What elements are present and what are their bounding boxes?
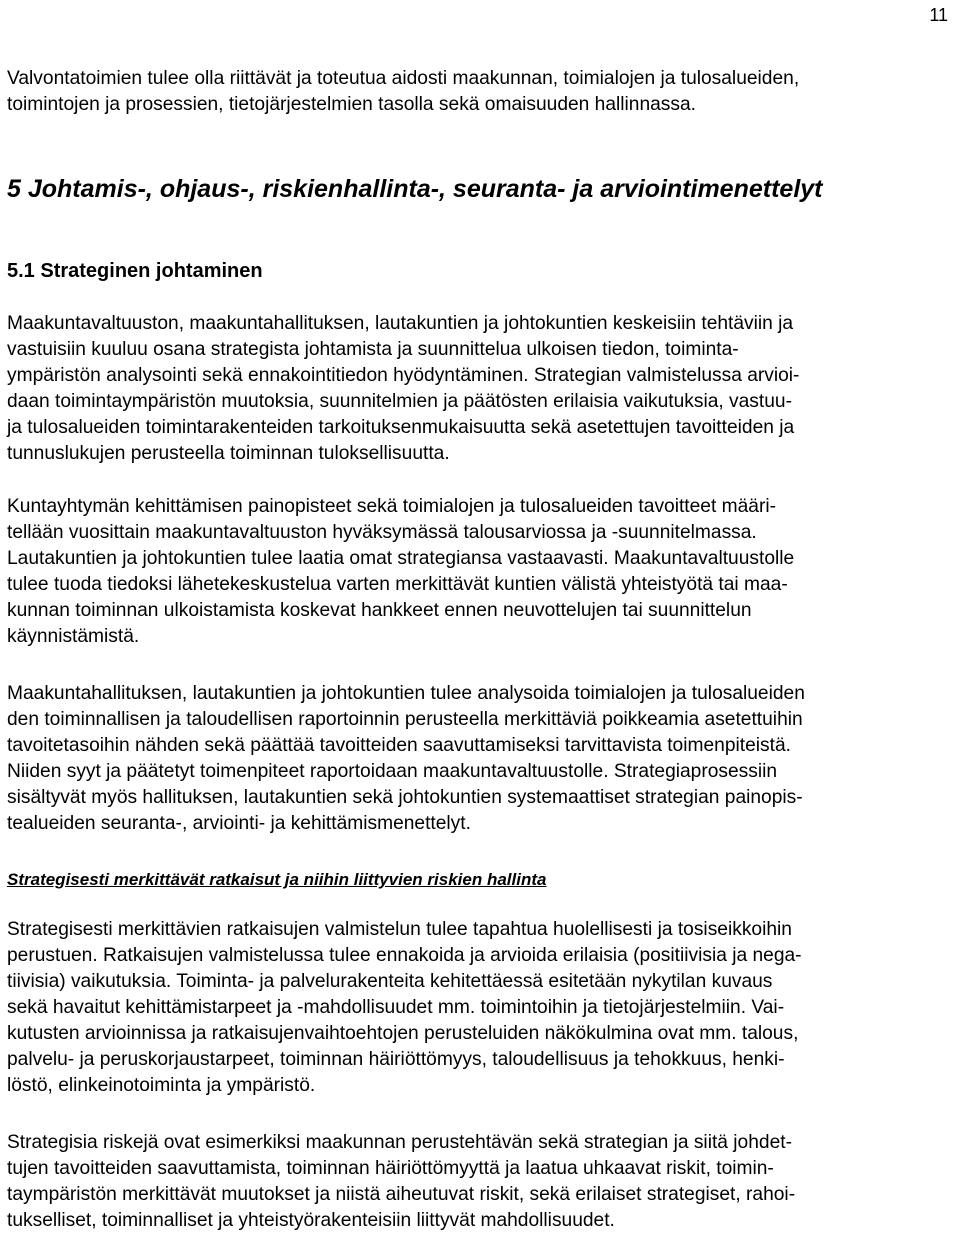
paragraph-1-line-3: ympäristön analysointi sekä ennakointitiedon hyödyntäminen. Strategian valmistelussa arvioi-: [7, 365, 800, 386]
paragraph-2-line-6: käynnistämistä.: [7, 626, 140, 647]
paragraph-2-line-2: tellään vuosittain maakuntavaltuuston hyväksymässä talousarviossa ja -suunnitelmassa.: [7, 522, 757, 543]
paragraph-3-line-4: Niiden syyt ja päätetyt toimenpiteet raportoidaan maakuntavaltuustolle. Strategiaprosessiin: [7, 761, 778, 782]
paragraph-2-line-1: Kuntayhtymän kehittämisen painopisteet sekä toimialojen ja tulosalueiden tavoitteet määri-: [7, 496, 776, 517]
paragraph-4-line-3: tiivisia) vaikutuksia. Toiminta- ja palvelurakenteita kehitettäessä esitetään nykytilan kuvaus: [7, 971, 773, 992]
paragraph-1-line-1: Maakuntavaltuuston, maakuntahallituksen, lautakuntien ja johtokuntien keskeisiin tehtäviin ja: [7, 313, 794, 334]
paragraph-5-line-4: tukselliset, toiminnalliset ja yhteistyörakenteisiin liittyvät mahdollisuudet.: [7, 1210, 615, 1231]
intro-line-2: toimintojen ja prosessien, tietojärjestelmien tasolla sekä omaisuuden hallinnassa.: [7, 94, 696, 115]
paragraph-4-line-5: kutusten arvioinnissa ja ratkaisujenvaihtoehtojen perusteluiden näkökulmina ovat mm. talous,: [7, 1023, 799, 1044]
subsection-heading: 5.1 Strateginen johtaminen: [7, 260, 263, 282]
paragraph-3-line-5: sisältyvät myös hallituksen, lautakuntien sekä johtokuntien systemaattiset strategian painopis-: [7, 787, 803, 808]
page-number: 11: [929, 5, 948, 25]
paragraph-2-line-4: tulee tuoda tiedoksi lähetekeskustelua varten merkittävät kuntien välistä yhteistyötä tai maa-: [7, 574, 788, 595]
paragraph-1-line-2: vastuisiin kuuluu osana strategista johtamista ja suunnittelua ulkoisen tiedon, toiminta-: [7, 339, 739, 360]
paragraph-3-line-2: den toiminnallisen ja taloudellisen raportoinnin perusteella merkittäviä poikkeamia asetettuihin: [7, 709, 803, 730]
risk-management-subheading: Strategisesti merkittävät ratkaisut ja niihin liittyvien riskien hallinta: [7, 870, 547, 889]
paragraph-3-line-6: tealueiden seuranta-, arviointi- ja kehittämismenettelyt.: [7, 813, 471, 834]
paragraph-5-line-2: tujen tavoitteiden saavuttamista, toiminnan häiriöttömyyttä ja laatua uhkaavat riskit, toimin-: [7, 1158, 774, 1179]
paragraph-1-line-4: daan toimintaympäristön muutoksia, suunnitelmien ja päätösten erilaisia vaikutuksia, vastuu-: [7, 391, 792, 412]
paragraph-4-line-1: Strategisesti merkittävien ratkaisujen valmistelun tulee tapahtua huolellisesti ja tosiseikkoihin: [7, 919, 792, 940]
paragraph-3-line-3: tavoitetasoihin nähden sekä päättää tavoitteiden saavuttamiseksi tarvittavista toimenpiteistä.: [7, 735, 791, 756]
paragraph-4-line-2: perustuen. Ratkaisujen valmistelussa tulee ennakoida ja arvioida erilaisia (positiivisia ja nega-: [7, 945, 802, 966]
paragraph-5-line-3: taympäristön merkittävät muutokset ja niistä aiheutuvat riskit, sekä erilaiset strategiset, rahoi-: [7, 1184, 796, 1205]
paragraph-2-line-3: Lautakuntien ja johtokuntien tulee laatia omat strategiansa vastaavasti. Maakuntavaltuustolle: [7, 548, 795, 569]
paragraph-1-line-6: tunnuslukujen perusteella toiminnan tuloksellisuutta.: [7, 443, 450, 464]
paragraph-2-line-5: kunnan toiminnan ulkoistamista koskevat hankkeet ennen neuvottelujen tai suunnittelun: [7, 600, 752, 621]
intro-line-1: Valvontatoimien tulee olla riittävät ja toteutua aidosti maakunnan, toimialojen ja tulosalueiden,: [7, 68, 800, 89]
paragraph-4-line-7: löstö, elinkeinotoiminta ja ympäristö.: [7, 1075, 316, 1096]
section-heading: 5 Johtamis-, ohjaus-, riskienhallinta-, seuranta- ja arviointimenettelyt: [7, 175, 823, 203]
paragraph-3-line-1: Maakuntahallituksen, lautakuntien ja johtokuntien tulee analysoida toimialojen ja tulosalueiden: [7, 683, 805, 704]
paragraph-4-line-6: palvelu- ja peruskorjaustarpeet, toiminnan häiriöttömyys, taloudellisuus ja tehokkuus, henki-: [7, 1049, 785, 1070]
paragraph-1-line-5: ja tulosalueiden toimintarakenteiden tarkoituksenmukaisuutta sekä asetettujen tavoitteiden ja: [7, 417, 795, 438]
paragraph-4-line-4: sekä havaitut kehittämistarpeet ja -mahdollisuudet mm. toimintoihin ja tietojärjestelmiin. Vai-: [7, 997, 785, 1018]
paragraph-5-line-1: Strategisia riskejä ovat esimerkiksi maakunnan perustehtävän sekä strategian ja siitä johdet-: [7, 1132, 792, 1153]
